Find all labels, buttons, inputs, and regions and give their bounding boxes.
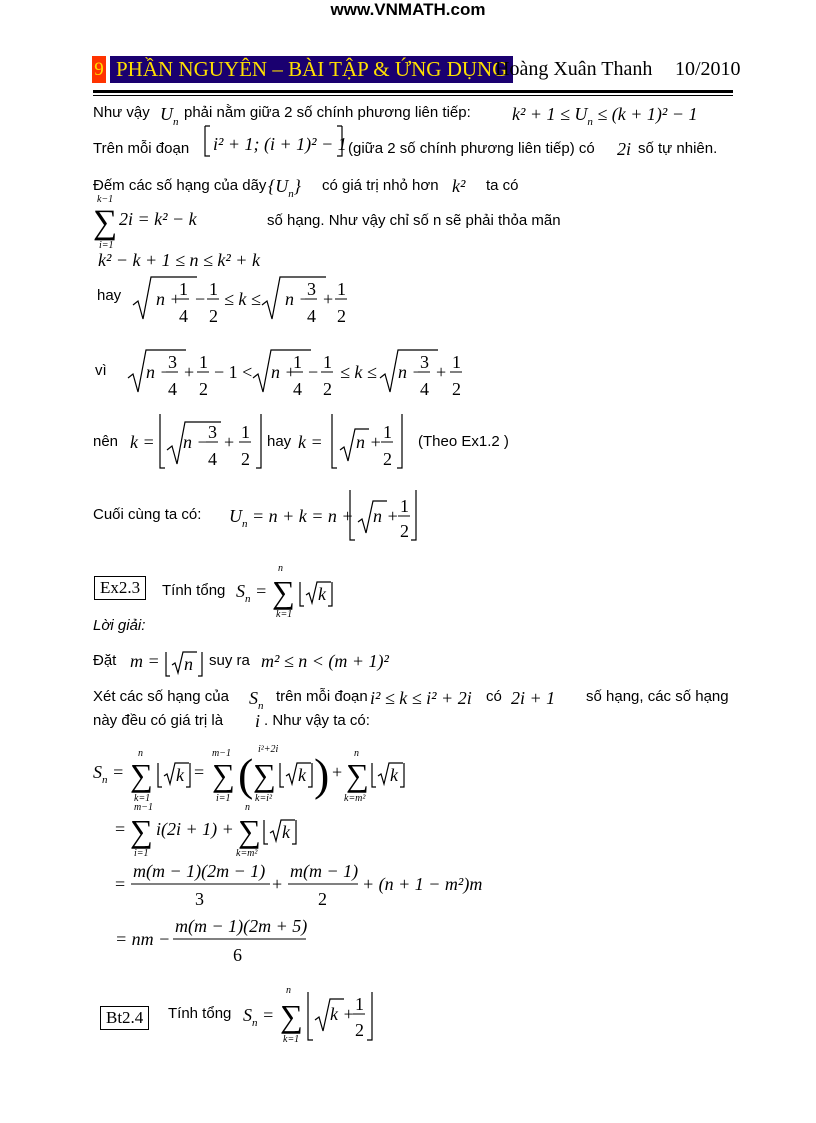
- svg-text:(: (: [238, 749, 254, 800]
- text-line: . Như vậy ta có:: [264, 712, 370, 729]
- svg-text:3: 3: [195, 889, 204, 909]
- svg-text:n: n: [286, 985, 291, 996]
- svg-text:k=1: k=1: [134, 793, 151, 804]
- svg-text:1: 1: [209, 279, 218, 299]
- svg-text:4: 4: [307, 306, 316, 326]
- text-line: có giá trị nhỏ hơn: [322, 177, 439, 194]
- svg-text:+: +: [184, 362, 195, 382]
- svg-text:k: k: [390, 765, 398, 785]
- text-line: hay: [97, 287, 122, 304]
- text-line: ta có: [486, 177, 519, 194]
- svg-text:4: 4: [208, 449, 217, 469]
- svg-text:2: 2: [355, 1020, 364, 1040]
- svg-text:n +: n +: [356, 432, 382, 452]
- svg-text:k=1: k=1: [283, 1034, 300, 1045]
- svg-text:i: i: [255, 711, 261, 731]
- svg-text:m² ≤ n < (m + 1)²: m² ≤ n < (m + 1)²: [261, 651, 389, 671]
- svg-text:2: 2: [383, 449, 392, 469]
- text-line: suy ra: [209, 652, 250, 669]
- svg-text:n −: n −: [285, 289, 311, 309]
- chapter-number: 9: [92, 56, 106, 83]
- svg-text:k =: k =: [298, 432, 323, 452]
- ex-label: Ex2.3: [94, 576, 146, 600]
- svg-text:1: 1: [337, 279, 346, 299]
- svg-text:≤ k ≤: ≤ k ≤: [224, 289, 261, 309]
- text-line: vì: [95, 362, 107, 379]
- svg-text:2: 2: [241, 449, 250, 469]
- text-line: Tính tổng: [162, 582, 226, 599]
- svg-text:= nm −: = nm −: [115, 929, 171, 949]
- text-line: trên mỗi đoạn: [276, 688, 368, 705]
- svg-text:−: −: [308, 362, 319, 382]
- svg-text:k=1: k=1: [276, 609, 293, 620]
- svg-text:i=1: i=1: [99, 240, 114, 251]
- svg-text:k: k: [318, 584, 326, 604]
- svg-text:Sn: $S_n$: [249, 688, 264, 712]
- ineq-1: $k^2 + 1 \le U_n \le (k + 1)^2 - 1$: [512, 104, 698, 128]
- text-line: (giữa 2 số chính phương liên tiếp) có: [348, 140, 595, 157]
- site-watermark: www.VNMATH.com: [330, 0, 486, 19]
- text-line: số tự nhiên.: [638, 140, 718, 157]
- svg-text:=: =: [115, 819, 126, 839]
- svg-text:k: k: [282, 822, 290, 842]
- svg-text:n +: n +: [156, 289, 182, 309]
- chapter-title: PHẦN NGUYÊN – BÀI TẬP & ỨNG DỤNG: [110, 56, 513, 83]
- svg-text:1: 1: [323, 352, 332, 372]
- text-line: số hạng. Như vậy chỉ số n sẽ phải thỏa mãn: [267, 212, 561, 229]
- svg-text:− 1 <: − 1 <: [214, 362, 253, 382]
- svg-text:k: k: [298, 765, 306, 785]
- svg-text:n −: n −: [146, 362, 172, 382]
- text-line: Xét các số hạng của: [93, 688, 229, 705]
- svg-text:n: n: [173, 116, 179, 128]
- svg-text:+: +: [436, 362, 447, 382]
- svg-text:∑: ∑: [272, 574, 295, 610]
- svg-text:m =: m =: [130, 651, 160, 671]
- two-i: 2i: [617, 139, 632, 159]
- svg-text:1: 1: [199, 352, 208, 372]
- svg-text:k=m²: k=m²: [236, 848, 258, 859]
- svg-text:n −: n −: [398, 362, 424, 382]
- svg-text:+: +: [332, 762, 343, 782]
- svg-text:n: n: [138, 748, 143, 759]
- author: Hoàng Xuân Thanh: [495, 58, 653, 80]
- svg-text:i²+2i: i²+2i: [258, 744, 279, 755]
- svg-text:n +: n +: [271, 362, 297, 382]
- svg-text:≤ k ≤: ≤ k ≤: [340, 362, 377, 382]
- svg-text:3: 3: [208, 422, 217, 442]
- svg-text:3: 3: [307, 279, 316, 299]
- svg-text:k =: k =: [130, 432, 155, 452]
- svg-text:k: k: [176, 765, 184, 785]
- svg-text:k−1: k−1: [97, 194, 114, 205]
- svg-text:=: =: [194, 762, 205, 782]
- range-ineq: k² − k + 1 ≤ n ≤ k² + k: [98, 250, 260, 270]
- svg-text:): ): [314, 749, 330, 800]
- solution-label: Lời giải:: [93, 617, 146, 634]
- svg-text:+ (n + 1 − m²)m: + (n + 1 − m²)m: [362, 874, 483, 894]
- svg-text:∑: ∑: [346, 757, 369, 793]
- svg-text:m(m − 1): m(m − 1): [290, 861, 359, 881]
- svg-text:4: 4: [420, 379, 429, 399]
- svg-text:Sn =: $S_n$ =: [243, 1005, 275, 1029]
- date: 10/2010: [675, 58, 741, 80]
- text-line: này đều có giá trị là: [93, 712, 224, 729]
- text-line: Đặt: [93, 652, 117, 669]
- svg-text:k²: k²: [452, 176, 466, 196]
- svg-text:n: n: [245, 802, 250, 813]
- svg-text:3: 3: [420, 352, 429, 372]
- svg-text:∑: ∑: [253, 757, 276, 793]
- svg-text:∑: ∑: [93, 204, 118, 241]
- svg-text:4: 4: [179, 306, 188, 326]
- svg-text:=: =: [115, 874, 126, 894]
- svg-text:1: 1: [241, 422, 250, 442]
- bt-label: Bt2.4: [100, 1006, 149, 1030]
- svg-text:k=i²: k=i²: [255, 793, 272, 804]
- text-line: Như vậy: [93, 104, 150, 121]
- svg-text:Sn =: $S_n$ =: [93, 762, 125, 786]
- svg-text:∑: ∑: [212, 757, 235, 793]
- svg-text:+: +: [272, 874, 283, 894]
- svg-text:2: 2: [209, 306, 218, 326]
- svg-text:2: 2: [337, 306, 346, 326]
- svg-text:m(m − 1)(2m − 1): m(m − 1)(2m − 1): [133, 861, 266, 881]
- svg-text:2: 2: [452, 379, 461, 399]
- text-line: Đếm các số hạng của dãy: [93, 177, 267, 194]
- svg-text:2: 2: [323, 379, 332, 399]
- svg-text:∑: ∑: [130, 813, 153, 849]
- svg-text:m(m − 1)(2m + 5): m(m − 1)(2m + 5): [175, 916, 308, 936]
- svg-text:1: 1: [383, 422, 392, 442]
- svg-text:m−1: m−1: [134, 802, 153, 813]
- svg-text:+: +: [323, 289, 334, 309]
- svg-text:Un = n + k = n +: $U_n = n + k = n$ +: [229, 506, 354, 530]
- svg-text:2i + 1: 2i + 1: [511, 688, 556, 708]
- text-line: Tính tổng: [168, 1005, 232, 1022]
- svg-text:k=m²: k=m²: [344, 793, 366, 804]
- svg-text:n: n: [354, 748, 359, 759]
- svg-text:1: 1: [355, 994, 364, 1014]
- svg-text:6: 6: [233, 945, 242, 965]
- svg-text:n −: n −: [183, 432, 209, 452]
- svg-text:∑: ∑: [238, 813, 261, 849]
- svg-text:∑: ∑: [130, 757, 153, 793]
- svg-text:1: 1: [179, 279, 188, 299]
- svg-text:i² + 1; (i + 1)² − 1: i² + 1; (i + 1)² − 1: [213, 134, 347, 154]
- svg-text:1: 1: [452, 352, 461, 372]
- un-symbol: U: [160, 104, 173, 124]
- svg-text:−: −: [195, 289, 206, 309]
- text-line: Trên mỗi đoạn: [93, 140, 190, 157]
- text-line: số hạng, các số hạng: [586, 688, 729, 705]
- svg-text:4: 4: [168, 379, 177, 399]
- svg-text:2: 2: [400, 521, 409, 541]
- svg-text:n +: n +: [373, 506, 399, 526]
- svg-text:m−1: m−1: [212, 748, 231, 759]
- text-line: hay: [267, 433, 292, 450]
- svg-text:2: 2: [318, 889, 327, 909]
- text-line: (Theo Ex1.2 ): [418, 433, 509, 450]
- svg-text:i(2i + 1) +: i(2i + 1) +: [156, 819, 234, 839]
- svg-text:{Un}: $\{U_n\}$: [268, 176, 301, 200]
- svg-text:k +: k +: [330, 1004, 355, 1024]
- svg-text:i=1: i=1: [216, 793, 231, 804]
- svg-text:2: 2: [199, 379, 208, 399]
- svg-text:n: n: [184, 654, 193, 674]
- text-line: phải nằm giữa 2 số chính phương liên tiếp:: [184, 104, 471, 121]
- svg-text:1: 1: [400, 496, 409, 516]
- svg-text:Sn =: $S_n$ =: [236, 581, 268, 605]
- text-line: nên: [93, 433, 119, 450]
- svg-text:2i = k² − k: 2i = k² − k: [119, 209, 197, 229]
- svg-text:i=1: i=1: [134, 848, 149, 859]
- svg-text:n: n: [278, 563, 283, 574]
- text-line: Cuối cùng ta có:: [93, 506, 202, 523]
- svg-text:4: 4: [293, 379, 302, 399]
- svg-text:∑: ∑: [280, 998, 303, 1034]
- svg-text:1: 1: [293, 352, 302, 372]
- svg-text:+: +: [224, 432, 235, 452]
- text-line: có: [486, 688, 502, 705]
- svg-text:3: 3: [168, 352, 177, 372]
- svg-text:i² ≤ k ≤ i² + 2i: i² ≤ k ≤ i² + 2i: [370, 688, 472, 708]
